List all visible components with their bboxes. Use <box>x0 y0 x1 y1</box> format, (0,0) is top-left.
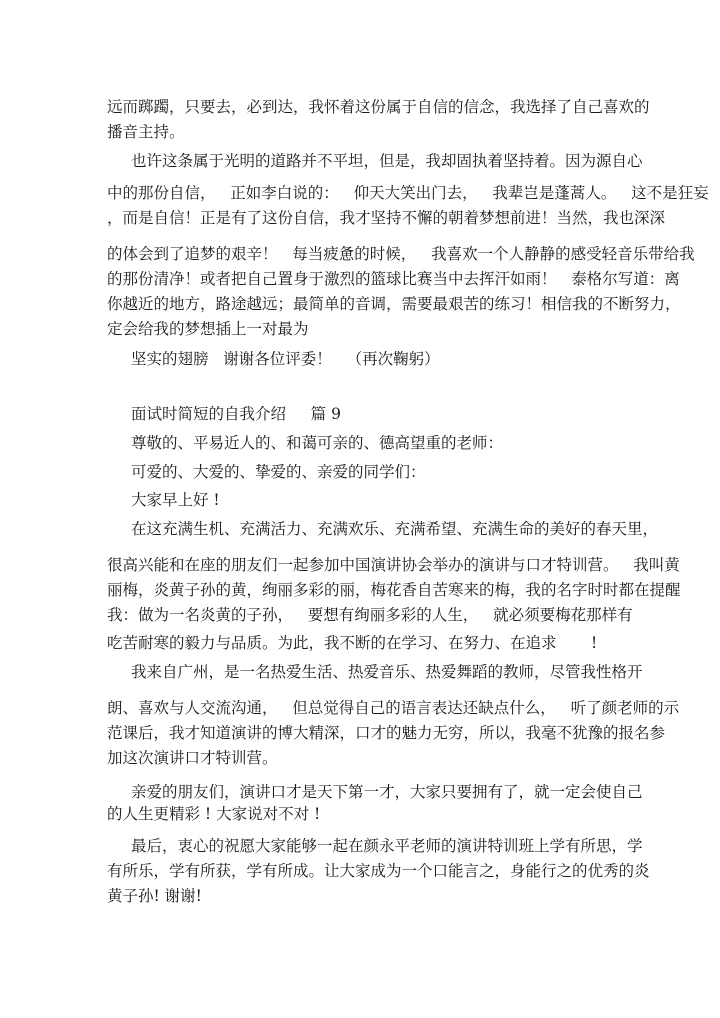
section-heading: 面试时简短的自我介绍 篇 9 <box>131 405 341 423</box>
text-line: 有所乐，学有所获，学有所成。让大家成为一个口能言之，身能行之的优秀的炎 <box>107 862 650 880</box>
text-line: 范课后，我才知道演讲的博大精深，口才的魅力无穷，所以，我毫不犹豫的报名参 <box>107 724 666 742</box>
text-line: 可爱的、大爱的、挚爱的、亲爱的同学们： <box>131 463 426 481</box>
text-line: 亲爱的朋友们，演讲口才是天下第一才，大家只要拥有了，就一定会使自己 <box>131 783 643 801</box>
text-line: 朗、喜欢与人交流沟通， 但总觉得自己的语言表达还缺点什么， 听了颜老师的示 <box>107 699 680 717</box>
text-line: 丽梅，炎黄子孙的黄，绚丽多彩的丽，梅花香自苦寒来的梅，我的名字时时都在提醒 <box>107 581 681 599</box>
text-line: 坚实的翅膀 谢谢各位评委！ （再次鞠躬） <box>131 350 440 368</box>
text-line: 我来自广州，是一名热爱生活、热爱音乐、热爱舞蹈的教师，尽管我性格开 <box>131 663 643 681</box>
text-line: 黄子孙! 谢谢! <box>107 887 202 905</box>
text-line: 我：做为一名炎黄的子孙， 要想有绚丽多彩的人生， 就必须要梅花那样有 <box>107 606 633 624</box>
text-line: 尊敬的、平易近人的、和蔼可亲的、德高望重的老师： <box>131 434 504 452</box>
text-line: 很高兴能和在座的朋友们一起参加中国演讲协会举办的演讲与口才特训营。 我叫黄 <box>107 556 680 574</box>
text-line: 中的那份自信， 正如李白说的： 仰天大笑出门去， 我辈岂是蓬蒿人。 这不是狂妄 <box>107 184 709 202</box>
text-line: ，而是自信！正是有了这份自信，我才坚持不懈的朝着梦想前进！当然，我也深深 <box>107 209 666 227</box>
text-line: 播音主持。 <box>107 123 185 141</box>
text-line: 你越近的地方，路途越远；最简单的音调，需要最艰苦的练习！相信我的不断努力， <box>107 295 681 313</box>
text-line: 定会给我的梦想插上一对最为 <box>107 320 309 338</box>
text-line: 的人生更精彩 ! 大家说对不对 ! <box>107 805 321 823</box>
text-line: 的体会到了追梦的艰辛！ 每当疲惫的时候， 我喜欢一个人静静的感受轻音乐带给我 <box>107 245 695 263</box>
text-line: 也许这条属于光明的道路并不平坦，但是，我却固执着坚持着。因为源自心 <box>131 152 643 170</box>
text-line: 加这次演讲口才特训营。 <box>107 749 278 767</box>
text-line: 吃苦耐寒的毅力与品质。为此，我不断的在学习、在努力、在追求 ! <box>107 634 598 652</box>
text-line: 远而踯躅，只要去，必到达，我怀着这份属于自信的信念，我选择了自己喜欢的 <box>107 98 650 116</box>
text-line: 最后，衷心的祝愿大家能够一起在颜永平老师的演讲特训班上学有所思，学 <box>131 837 643 855</box>
text-line: 的那份清净！或者把自己置身于激烈的篮球比赛当中去挥汗如雨！ 泰格尔写道：离 <box>107 270 680 288</box>
text-line: 在这充满生机、充满活力、充满欢乐、充满希望、充满生命的美好的春天里， <box>131 520 659 538</box>
text-line: 大家早上好 ! <box>131 491 220 509</box>
